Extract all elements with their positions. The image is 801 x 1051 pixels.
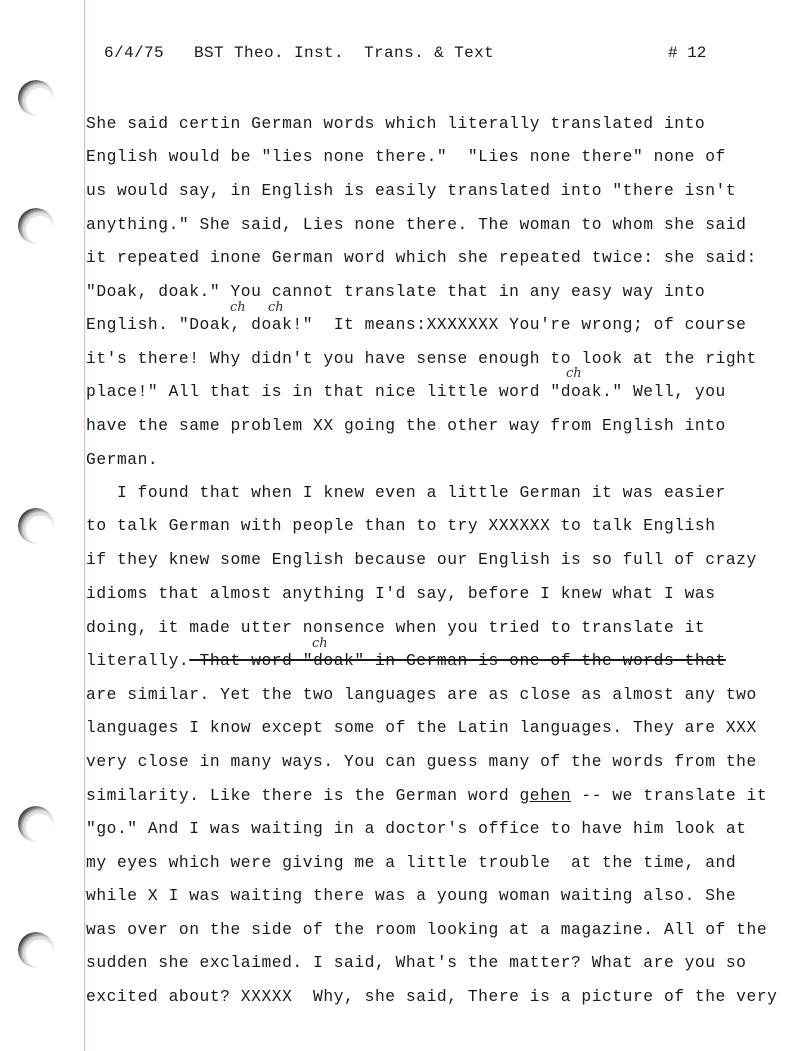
text-line: doing, it made utter nonsence when you tried to translate it: [86, 618, 706, 637]
text-line: us would say, in English is easily translated into "there isn't: [86, 181, 737, 200]
text-line: are similar. Yet the two languages are as close as almost any two: [86, 685, 757, 704]
text-segment: similarity. Like there is the German word: [86, 786, 510, 805]
text-line: anything." She said, Lies none there. The woman to whom she said: [86, 215, 747, 234]
handwritten-note: ch: [312, 636, 328, 651]
text-line: I found that when I knew even a little German it was easier: [86, 483, 726, 502]
page-number: # 12: [668, 44, 707, 62]
text-line: She said certin German words which literally translated into: [86, 114, 706, 133]
text-line: if they knew some English because our English is so full of crazy: [86, 550, 757, 569]
text-line: excited about? XXXXX Why, she said, There is a picture of the very: [86, 987, 778, 1006]
text-line: "go." And I was waiting in a doctor's office to have him look at: [86, 819, 747, 838]
struck-text: That word "doak" in German is one of the words that: [189, 651, 726, 670]
header-title: BST Theo. Inst. Trans. & Text: [194, 44, 495, 62]
text-line: while X I was waiting there was a young woman waiting also. She: [86, 886, 737, 905]
punch-hole-icon: [18, 806, 54, 842]
punch-hole-icon: [18, 932, 54, 968]
header-date-title: [104, 44, 724, 62]
text-line: was over on the side of the room looking at a magazine. All of the: [86, 920, 768, 939]
text-line: very close in many ways. You can guess many of the words from the: [86, 752, 757, 771]
text-line: it repeated inone German word which she repeated twice: she said:: [86, 248, 757, 267]
handwritten-note: ch: [268, 300, 284, 315]
text-line: languages I know except some of the Latin languages. They are XXX: [86, 718, 757, 737]
text-line: English. "Doak, doak!" It means:XXXXXXX You're wrong; of course: [86, 315, 747, 334]
handwritten-note: ch: [566, 366, 582, 381]
punch-hole-icon: [18, 508, 54, 544]
text-line: [86, 786, 767, 806]
header-date: 6/4/75: [104, 44, 165, 62]
text-line: it's there! Why didn't you have sense enough to look at the right: [86, 349, 757, 368]
punch-hole-icon: [18, 208, 54, 244]
underlined-word: gehen: [519, 786, 572, 805]
text-line: English would be "lies none there." "Lies none there" none of: [86, 147, 726, 166]
punch-hole-icon: [18, 80, 54, 116]
text-line: my eyes which were giving me a little trouble at the time, and: [86, 853, 737, 872]
text-line: "Doak, doak." You cannot translate that in any easy way into: [86, 282, 706, 301]
handwritten-note: ch: [230, 300, 246, 315]
text-line: idioms that almost anything I'd say, before I knew what I was: [86, 584, 716, 603]
text-line: have the same problem XX going the other way from English into: [86, 416, 726, 435]
text-segment: -- we translate it: [571, 786, 768, 805]
text-line: to talk German with people than to try XXXXXX to talk English: [86, 516, 716, 535]
text-line: sudden she exclaimed. I said, What's the matter? What are you so: [86, 953, 747, 972]
margin-line: [84, 0, 85, 1051]
text-line: German.: [86, 450, 159, 469]
text-segment: literally.: [86, 651, 190, 670]
text-line: place!" All that is in that nice little word "doak." Well, you: [86, 382, 726, 401]
text-line: [86, 651, 726, 671]
